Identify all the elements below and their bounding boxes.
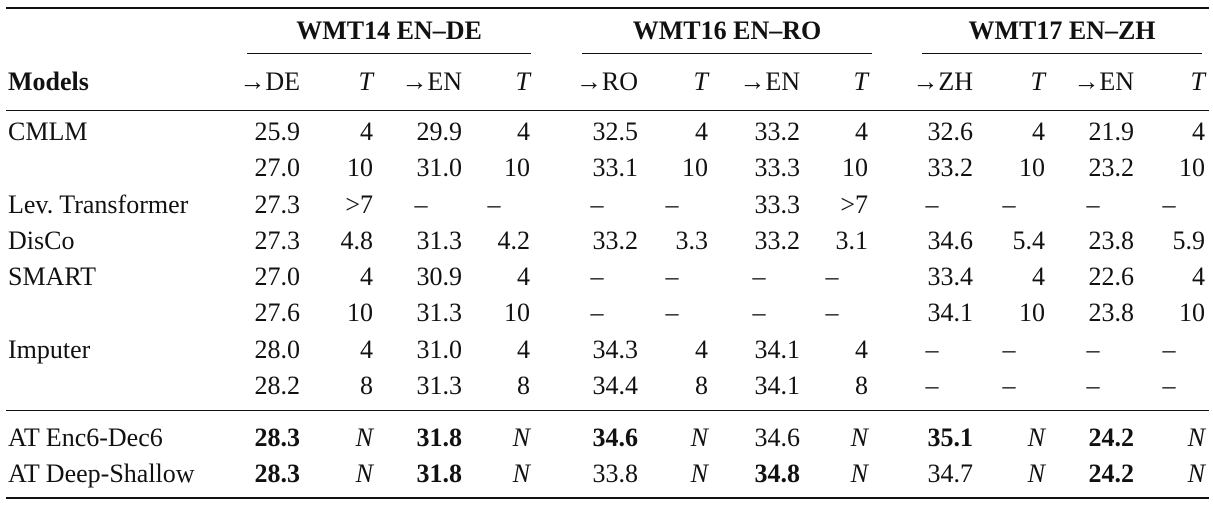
table-cell: 34.6 [927,226,973,255]
table-cell: 10 [504,153,530,182]
table-cell: 31.0 [416,335,462,364]
table-cell: N [690,459,708,488]
empty-cell: – [590,262,604,291]
table-cell: 34.1 [927,298,973,327]
iterations-header: T [515,67,530,96]
empty-cell: – [414,190,428,219]
iterations-header: T [693,67,708,96]
models-header: Models [8,67,89,96]
table-cell: 33.2 [754,117,800,146]
empty-cell: – [665,298,679,327]
model-name: SMART [8,262,97,291]
table-cell: 4 [1032,117,1045,146]
table-cell: 4 [517,262,530,291]
top-rule [6,7,1209,9]
empty-cell: – [925,371,939,400]
table-cell: 30.9 [416,262,462,291]
empty-cell: – [1086,371,1100,400]
table-cell: 31.3 [416,371,462,400]
empty-cell: – [752,262,766,291]
table-cell: 4 [360,117,373,146]
table-cell: 28.2 [254,371,300,400]
table-cell: 4.2 [497,226,530,255]
empty-cell: – [825,262,839,291]
model-name: Imputer [8,335,91,364]
group-underline-wmt16 [582,53,872,54]
empty-cell: – [925,335,939,364]
table-cell: 8 [855,371,868,400]
table-cell: N [512,423,530,452]
empty-cell: – [752,298,766,327]
table-cell: 28.0 [254,335,300,364]
table-cell: 8 [360,371,373,400]
table-cell: 33.3 [754,190,800,219]
table-cell: 24.2 [1088,423,1134,452]
table-cell: 10 [1179,298,1205,327]
group-underline-wmt17 [922,53,1202,54]
empty-cell: – [825,298,839,327]
table-cell: 10 [1019,153,1045,182]
table-cell: 22.6 [1088,262,1134,291]
table-cell: 10 [842,153,868,182]
table-cell: 27.6 [254,298,300,327]
table-cell: 5.9 [1172,226,1205,255]
table-cell: 8 [695,371,708,400]
table-cell: N [1027,423,1045,452]
direction-header: →DE [239,67,300,96]
table-cell: 4 [1192,262,1205,291]
table-cell: 4 [360,262,373,291]
table-cell: 34.4 [592,371,638,400]
table-cell: 10 [1019,298,1045,327]
empty-cell: – [665,262,679,291]
table-cell: N [850,459,868,488]
table-cell: 32.6 [927,117,973,146]
empty-cell: – [1162,190,1176,219]
table-cell: 4 [517,335,530,364]
empty-cell: – [665,190,679,219]
table-cell: 31.3 [416,226,462,255]
table-cell: 4 [517,117,530,146]
iterations-header: T [853,67,868,96]
table-cell: N [1187,459,1205,488]
table-cell: 31.0 [416,153,462,182]
table-cell: 34.7 [927,459,973,488]
table-cell: >7 [840,190,868,219]
table-cell: 3.1 [835,226,868,255]
table-cell: 3.3 [675,226,708,255]
empty-cell: – [590,298,604,327]
model-name: CMLM [8,117,88,146]
table-cell: 4.8 [340,226,373,255]
direction-header: →EN [401,67,462,96]
table-cell: 27.0 [254,153,300,182]
table-cell: >7 [345,190,373,219]
direction-header: →ZH [912,67,973,96]
table-cell: 34.6 [592,423,638,452]
model-name: AT Deep-Shallow [8,459,195,488]
table-cell: 33.4 [927,262,973,291]
table-cell: 10 [347,298,373,327]
direction-header: →RO [575,67,638,96]
column-group-header: WMT14 EN–DE [296,16,482,45]
direction-header: →EN [1073,67,1134,96]
table-cell: 33.2 [754,226,800,255]
table-cell: 4 [855,335,868,364]
column-group-header: WMT17 EN–ZH [968,16,1156,45]
empty-cell: – [1086,190,1100,219]
table-cell: 23.8 [1088,226,1134,255]
table-cell: 33.3 [754,153,800,182]
table-cell: 4 [695,117,708,146]
table-cell: N [1187,423,1205,452]
table-cell: 33.2 [592,226,638,255]
column-group-header: WMT16 EN–RO [632,16,822,45]
table-cell: 27.3 [254,226,300,255]
table-cell: 32.5 [592,117,638,146]
table-cell: 28.3 [254,459,300,488]
table-cell: 21.9 [1088,117,1134,146]
bottom-rule [6,497,1209,499]
table-cell: 34.8 [754,459,800,488]
table-cell: 4 [360,335,373,364]
empty-cell: – [1002,335,1016,364]
table-cell: N [355,423,373,452]
table-cell: 8 [517,371,530,400]
table-cell: 10 [1179,153,1205,182]
empty-cell: – [1002,371,1016,400]
table-cell: 10 [682,153,708,182]
iterations-header: T [358,67,373,96]
table-cell: 4 [855,117,868,146]
header-rule [6,110,1209,111]
direction-header: →EN [739,67,800,96]
table-cell: 23.8 [1088,298,1134,327]
table-cell: 25.9 [254,117,300,146]
iterations-header: T [1030,67,1045,96]
table-cell: 33.1 [592,153,638,182]
table-cell: 4 [1032,262,1045,291]
table-cell: 35.1 [927,423,973,452]
table-cell: N [850,423,868,452]
empty-cell: – [1162,371,1176,400]
table-cell: N [512,459,530,488]
model-name: Lev. Transformer [8,190,189,219]
empty-cell: – [590,190,604,219]
table-cell: 10 [347,153,373,182]
table-cell: 27.0 [254,262,300,291]
mid-rule [6,410,1209,411]
model-name: AT Enc6-Dec6 [8,423,163,452]
table-cell: 27.3 [254,190,300,219]
table-cell: 33.2 [927,153,973,182]
empty-cell: – [925,190,939,219]
table-cell: 31.3 [416,298,462,327]
table-cell: 34.1 [754,335,800,364]
table-cell: 4 [1192,117,1205,146]
table-cell: 33.8 [592,459,638,488]
table-cell: N [1027,459,1045,488]
empty-cell: – [1162,335,1176,364]
table-cell: 4 [695,335,708,364]
empty-cell: – [1086,335,1100,364]
table-cell: 5.4 [1012,226,1045,255]
table-cell: 24.2 [1088,459,1134,488]
table-cell: N [355,459,373,488]
table-cell: 10 [504,298,530,327]
table-cell: 23.2 [1088,153,1134,182]
group-underline-wmt14 [247,53,531,54]
table-cell: 28.3 [254,423,300,452]
iterations-header: T [1190,67,1205,96]
table-cell: 34.1 [754,371,800,400]
empty-cell: – [1002,190,1016,219]
table-cell: 31.8 [416,459,462,488]
table-cell: 34.3 [592,335,638,364]
table-cell: 34.6 [754,423,800,452]
table-cell: N [690,423,708,452]
model-name: DisCo [8,226,75,255]
table-cell: 29.9 [416,117,462,146]
table-cell: 31.8 [416,423,462,452]
empty-cell: – [487,190,501,219]
